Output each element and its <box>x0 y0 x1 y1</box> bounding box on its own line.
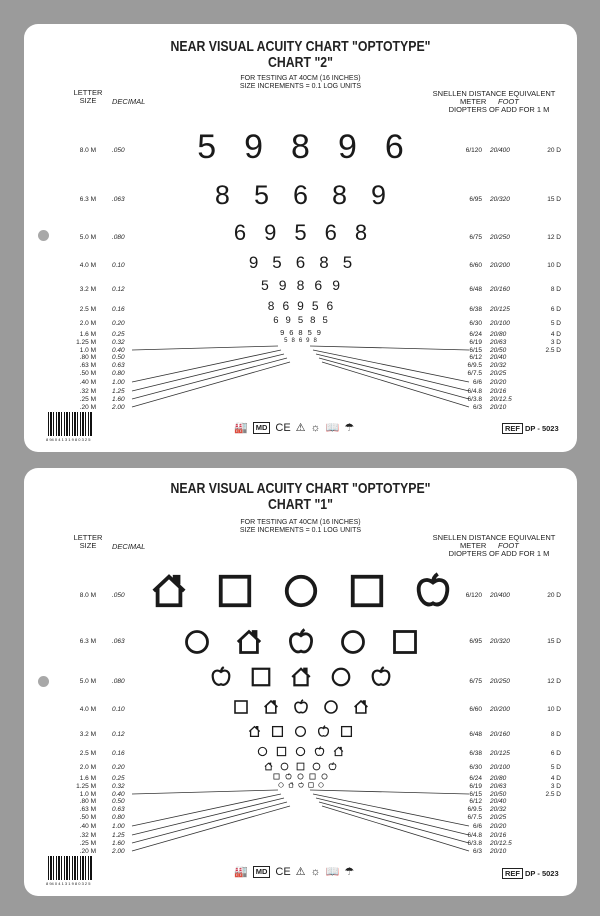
row-dec: 0.80 <box>112 814 125 821</box>
row-size: 3.2 M <box>79 286 96 293</box>
optotype-digit: 6 <box>324 220 337 245</box>
row-foot: 20/320 <box>490 196 510 203</box>
letter-size-header: LETTER SIZE <box>73 88 103 105</box>
md-mark: MD <box>253 422 271 434</box>
row-meter: 6/38 <box>469 306 482 313</box>
row-foot: 20/125 <box>490 306 510 313</box>
row-foot: 20/32 <box>490 362 507 369</box>
row-foot: 20/16 <box>490 832 507 839</box>
optotype-digit: 5 <box>297 315 304 326</box>
row-size: 5.0 M <box>79 234 96 241</box>
row-foot: 20/32 <box>490 806 507 813</box>
manufacturer-icon: 🏭 <box>234 866 248 878</box>
row-size: .32 M <box>79 832 96 839</box>
row-foot: 20/63 <box>490 783 507 790</box>
row-dec: 0.63 <box>112 362 125 369</box>
ref-icon: REF <box>502 868 523 879</box>
row-dec: .080 <box>112 678 125 685</box>
row-size: .63 M <box>79 362 96 369</box>
optotype-digit: 8 <box>296 277 305 293</box>
row-dec: .080 <box>112 234 125 241</box>
row-foot: 20/80 <box>490 331 507 338</box>
row-meter: 6/24 <box>469 775 482 782</box>
row-foot: 20/25 <box>490 814 507 821</box>
row-dec: 0.10 <box>112 706 125 713</box>
diopters-header: DIOPTERS OF ADD FOR 1 M <box>448 105 550 114</box>
row-dec: 1.25 <box>112 388 125 395</box>
snellen-header: SNELLEN DISTANCE EQUIVALENT <box>432 533 556 542</box>
optotype-digit: 5 <box>253 180 269 210</box>
row-dec: 0.12 <box>112 286 125 293</box>
chart-2-card <box>24 24 577 452</box>
row-dec: 0.80 <box>112 370 125 377</box>
row-size: 8.0 M <box>79 592 96 599</box>
letter-size-header: LETTER SIZE <box>73 533 103 550</box>
row-dec: 0.16 <box>112 750 125 757</box>
row-foot: 20/125 <box>490 750 510 757</box>
row-size: 3.2 M <box>79 731 96 738</box>
optotype-digit: 9 <box>280 328 285 337</box>
row-diop: 4 D <box>550 775 561 782</box>
row-dec: 0.12 <box>112 731 125 738</box>
row-meter: 6/120 <box>465 592 482 599</box>
row-diop: 12 D <box>547 234 561 241</box>
row-meter: 6/4.8 <box>467 832 482 839</box>
row-meter: 6/60 <box>469 262 482 269</box>
optotype-digit: 8 <box>319 253 329 272</box>
row-dec: 0.40 <box>112 791 125 798</box>
row-foot: 20/400 <box>490 147 510 154</box>
row-diop: 12 D <box>547 678 561 685</box>
row-meter: 6/12 <box>469 354 482 361</box>
row-foot: 20/200 <box>490 706 510 713</box>
barcode-number: 8 94 0 4 1 3 1 9 8 0 3 2 5 <box>46 437 91 442</box>
row-meter: 6/95 <box>469 196 482 203</box>
optotype-digit: 5 <box>322 315 328 326</box>
decimal-header: DECIMAL <box>112 542 146 551</box>
optotype-digit: 5 <box>342 253 353 272</box>
row-meter: 6/48 <box>469 286 482 293</box>
row-diop: 2.5 D <box>545 347 561 354</box>
optotype-digit: 9 <box>285 315 291 326</box>
manufacturer-icon: 🏭 <box>234 422 248 434</box>
row-meter: 6/30 <box>469 320 482 327</box>
warning-icon: ⚠ <box>295 866 306 878</box>
chart-subtitle: CHART "1" <box>268 496 333 513</box>
row-size: .20 M <box>79 848 96 855</box>
row-diop: 4 D <box>550 331 561 338</box>
row-meter: 6/24 <box>469 331 482 338</box>
row-dec: .063 <box>112 196 125 203</box>
row-diop: 5 D <box>550 764 561 771</box>
increments-note: SIZE INCREMENTS = 0.1 LOG UNITS <box>239 83 362 90</box>
optotype-digit: 5 <box>311 299 319 313</box>
row-dec: .050 <box>112 147 125 154</box>
row-dec: 0.25 <box>112 331 125 338</box>
row-foot: 20/20 <box>490 823 507 830</box>
optotype-digit: 8 <box>310 315 316 326</box>
row-size: 1.0 M <box>79 791 96 798</box>
ref-label: REF DP - 5023 <box>502 869 559 878</box>
optotype-digit: 5 <box>272 253 282 272</box>
testing-note: FOR TESTING AT 40CM (16 INCHES) <box>240 519 361 526</box>
increments-note: SIZE INCREMENTS = 0.1 LOG UNITS <box>239 527 362 534</box>
row-size: 1.25 M <box>76 783 96 790</box>
row-foot: 20/12.5 <box>490 396 512 403</box>
optotype-digit: 6 <box>314 277 323 293</box>
umbrella-icon: ☂ <box>344 422 355 434</box>
row-meter: 6/75 <box>469 234 482 241</box>
ref-label: REF DP - 5023 <box>502 424 559 433</box>
row-dec: 0.25 <box>112 775 125 782</box>
row-diop: 15 D <box>547 638 561 645</box>
optotype-digit: 8 <box>291 338 295 344</box>
row-dec: 2.00 <box>112 404 125 411</box>
row-size: .80 M <box>79 798 96 805</box>
row-foot: 20/25 <box>490 370 507 377</box>
row-meter: 6/4.8 <box>467 388 482 395</box>
row-dec: 1.00 <box>112 379 125 386</box>
row-meter: 6/9.5 <box>467 806 482 813</box>
row-meter: 6/75 <box>469 678 482 685</box>
row-size: .40 M <box>79 823 96 830</box>
row-meter: 6/60 <box>469 706 482 713</box>
row-foot: 20/320 <box>490 638 510 645</box>
optotype-digit: 6 <box>384 128 404 166</box>
sun-icon: ☼ <box>310 865 321 878</box>
row-size: 8.0 M <box>79 147 96 154</box>
meter-header: METER <box>460 541 487 550</box>
row-dec: 0.40 <box>112 347 125 354</box>
row-diop: 3 D <box>550 783 561 790</box>
row-diop: 8 D <box>550 286 561 293</box>
row-dec: 1.60 <box>112 396 125 403</box>
row-size: 1.25 M <box>76 339 96 346</box>
testing-note: FOR TESTING AT 40CM (16 INCHES) <box>240 75 361 82</box>
row-size: 1.6 M <box>79 775 96 782</box>
row-size: .32 M <box>79 388 96 395</box>
row-diop: 3 D <box>550 339 561 346</box>
row-size: 4.0 M <box>79 706 96 713</box>
row-size: .20 M <box>79 404 96 411</box>
optotype-digit: 5 <box>284 338 288 344</box>
row-dec: 1.25 <box>112 832 125 839</box>
optotype-digit: 6 <box>292 180 309 210</box>
row-meter: 6/3 <box>472 404 482 411</box>
row-size: .80 M <box>79 354 96 361</box>
row-dec: .050 <box>112 592 125 599</box>
optotype-digit: 8 <box>291 128 310 166</box>
optotype-digit: 6 <box>282 299 290 313</box>
row-foot: 20/160 <box>490 731 510 738</box>
row-size: .25 M <box>79 396 96 403</box>
row-meter: 6/95 <box>469 638 482 645</box>
guide-lines <box>24 24 577 452</box>
row-dec: 0.32 <box>112 783 125 790</box>
row-meter: 6/30 <box>469 764 482 771</box>
ce-mark: CE <box>275 865 291 878</box>
row-diop: 20 D <box>547 592 561 599</box>
optotype-digit: 8 <box>313 338 317 344</box>
chart-1-card <box>24 468 577 896</box>
row-meter: 6/120 <box>465 147 482 154</box>
row-foot: 20/160 <box>490 286 510 293</box>
row-dec: 0.32 <box>112 339 125 346</box>
row-foot: 20/20 <box>490 379 507 386</box>
manual-icon: 📖 <box>325 422 340 434</box>
optotype-digit: 5 <box>294 220 307 245</box>
row-size: .40 M <box>79 379 96 386</box>
row-foot: 20/12.5 <box>490 840 512 847</box>
row-foot: 20/10 <box>490 848 507 855</box>
optotype-digit: 9 <box>371 180 387 210</box>
snellen-header: SNELLEN DISTANCE EQUIVALENT <box>432 89 556 98</box>
row-size: 1.6 M <box>79 331 96 338</box>
warning-icon: ⚠ <box>295 422 306 434</box>
optotype-digit: 9 <box>297 299 304 313</box>
optotype-digit: 6 <box>295 253 306 272</box>
row-foot: 20/250 <box>490 678 510 685</box>
row-foot: 20/100 <box>490 320 510 327</box>
optotype-digit: 8 <box>214 180 230 210</box>
row-meter: 6/7.5 <box>467 814 482 821</box>
optotype-digit: 9 <box>248 253 259 272</box>
row-foot: 20/40 <box>490 798 507 805</box>
row-meter: 6/3.8 <box>467 396 482 403</box>
optotype-digit: 8 <box>267 299 275 313</box>
row-dec: 0.16 <box>112 306 125 313</box>
row-size: .50 M <box>79 370 96 377</box>
row-size: .63 M <box>79 806 96 813</box>
row-diop: 10 D <box>547 706 561 713</box>
row-meter: 6/7.5 <box>467 370 482 377</box>
row-foot: 20/63 <box>490 339 507 346</box>
optotype-digit: 8 <box>354 220 368 245</box>
row-size: 5.0 M <box>79 678 96 685</box>
row-meter: 6/15 <box>469 347 482 354</box>
row-dec: 0.10 <box>112 262 125 269</box>
row-dec: 1.60 <box>112 840 125 847</box>
row-meter: 6/15 <box>469 791 482 798</box>
row-dec: 1.00 <box>112 823 125 830</box>
row-foot: 20/400 <box>490 592 510 599</box>
row-foot: 20/40 <box>490 354 507 361</box>
optotype-digit: 5 <box>307 328 312 337</box>
barcode-number: 8 94 0 4 1 3 1 9 8 0 3 2 5 <box>46 881 91 886</box>
foot-header: FOOT <box>498 541 519 550</box>
row-meter: 6/3.8 <box>467 840 482 847</box>
row-meter: 6/19 <box>469 783 482 790</box>
optotype-digit: 9 <box>278 277 287 293</box>
row-diop: 2.5 D <box>545 791 561 798</box>
row-foot: 20/80 <box>490 775 507 782</box>
optotype-digit: 5 <box>197 128 217 166</box>
row-foot: 20/16 <box>490 388 507 395</box>
row-diop: 6 D <box>550 306 561 313</box>
row-dec: 0.50 <box>112 798 125 805</box>
ce-mark: CE <box>275 421 291 434</box>
guide-lines <box>24 468 577 896</box>
row-size: 6.3 M <box>79 638 96 645</box>
row-diop: 5 D <box>550 320 561 327</box>
row-diop: 20 D <box>547 147 561 154</box>
row-diop: 6 D <box>550 750 561 757</box>
row-dec: 0.50 <box>112 354 125 361</box>
row-size: .50 M <box>79 814 96 821</box>
row-size: 2.0 M <box>79 764 96 771</box>
chart-title: NEAR VISUAL ACUITY CHART "OPTOTYPE" <box>170 480 431 497</box>
row-dec: .063 <box>112 638 125 645</box>
md-mark: MD <box>253 866 271 878</box>
umbrella-icon: ☂ <box>344 866 355 878</box>
row-meter: 6/6 <box>472 823 482 830</box>
optotype-digit: 6 <box>326 299 334 313</box>
optotype-digit: 6 <box>273 315 279 326</box>
meter-header: METER <box>460 97 487 106</box>
chart-title: NEAR VISUAL ACUITY CHART "OPTOTYPE" <box>170 38 431 55</box>
chart-subtitle: CHART "2" <box>268 54 333 71</box>
optotype-digit: 9 <box>244 128 264 166</box>
optotype-digit: 8 <box>332 180 348 210</box>
row-size: 2.0 M <box>79 320 96 327</box>
optotype-digit: 9 <box>306 338 310 344</box>
row-diop: 15 D <box>547 196 561 203</box>
row-meter: 6/12 <box>469 798 482 805</box>
row-size: 2.5 M <box>79 750 96 757</box>
row-meter: 6/48 <box>469 731 482 738</box>
optotype-digit: 9 <box>316 328 321 337</box>
row-diop: 8 D <box>550 731 561 738</box>
row-foot: 20/50 <box>490 347 507 354</box>
row-size: .25 M <box>79 840 96 847</box>
optotype-digit: 8 <box>298 328 303 337</box>
optotype-digit: 5 <box>261 277 269 293</box>
row-foot: 20/200 <box>490 262 510 269</box>
row-meter: 6/9.5 <box>467 362 482 369</box>
row-foot: 20/100 <box>490 764 510 771</box>
ref-icon: REF <box>502 423 523 434</box>
row-size: 4.0 M <box>79 262 96 269</box>
optotype-digit: 9 <box>337 128 357 166</box>
row-diop: 10 D <box>547 262 561 269</box>
diopters-header: DIOPTERS OF ADD FOR 1 M <box>448 549 550 558</box>
row-meter: 6/19 <box>469 339 482 346</box>
row-size: 1.0 M <box>79 347 96 354</box>
row-size: 6.3 M <box>79 196 96 203</box>
row-foot: 20/250 <box>490 234 510 241</box>
manual-icon: 📖 <box>325 866 340 878</box>
row-meter: 6/6 <box>472 379 482 386</box>
optotype-digit: 9 <box>332 277 340 293</box>
row-meter: 6/3 <box>472 848 482 855</box>
row-dec: 0.63 <box>112 806 125 813</box>
foot-header: FOOT <box>498 97 519 106</box>
row-foot: 20/10 <box>490 404 507 411</box>
sun-icon: ☼ <box>310 421 321 434</box>
row-dec: 0.20 <box>112 320 125 327</box>
decimal-header: DECIMAL <box>112 97 146 106</box>
row-dec: 0.20 <box>112 764 125 771</box>
optotype-digit: 9 <box>264 220 277 245</box>
row-meter: 6/38 <box>469 750 482 757</box>
optotype-digit: 6 <box>289 328 294 337</box>
row-foot: 20/50 <box>490 791 507 798</box>
row-dec: 2.00 <box>112 848 125 855</box>
optotype-digit: 6 <box>233 220 247 245</box>
optotype-digit: 6 <box>298 338 303 344</box>
row-size: 2.5 M <box>79 306 96 313</box>
